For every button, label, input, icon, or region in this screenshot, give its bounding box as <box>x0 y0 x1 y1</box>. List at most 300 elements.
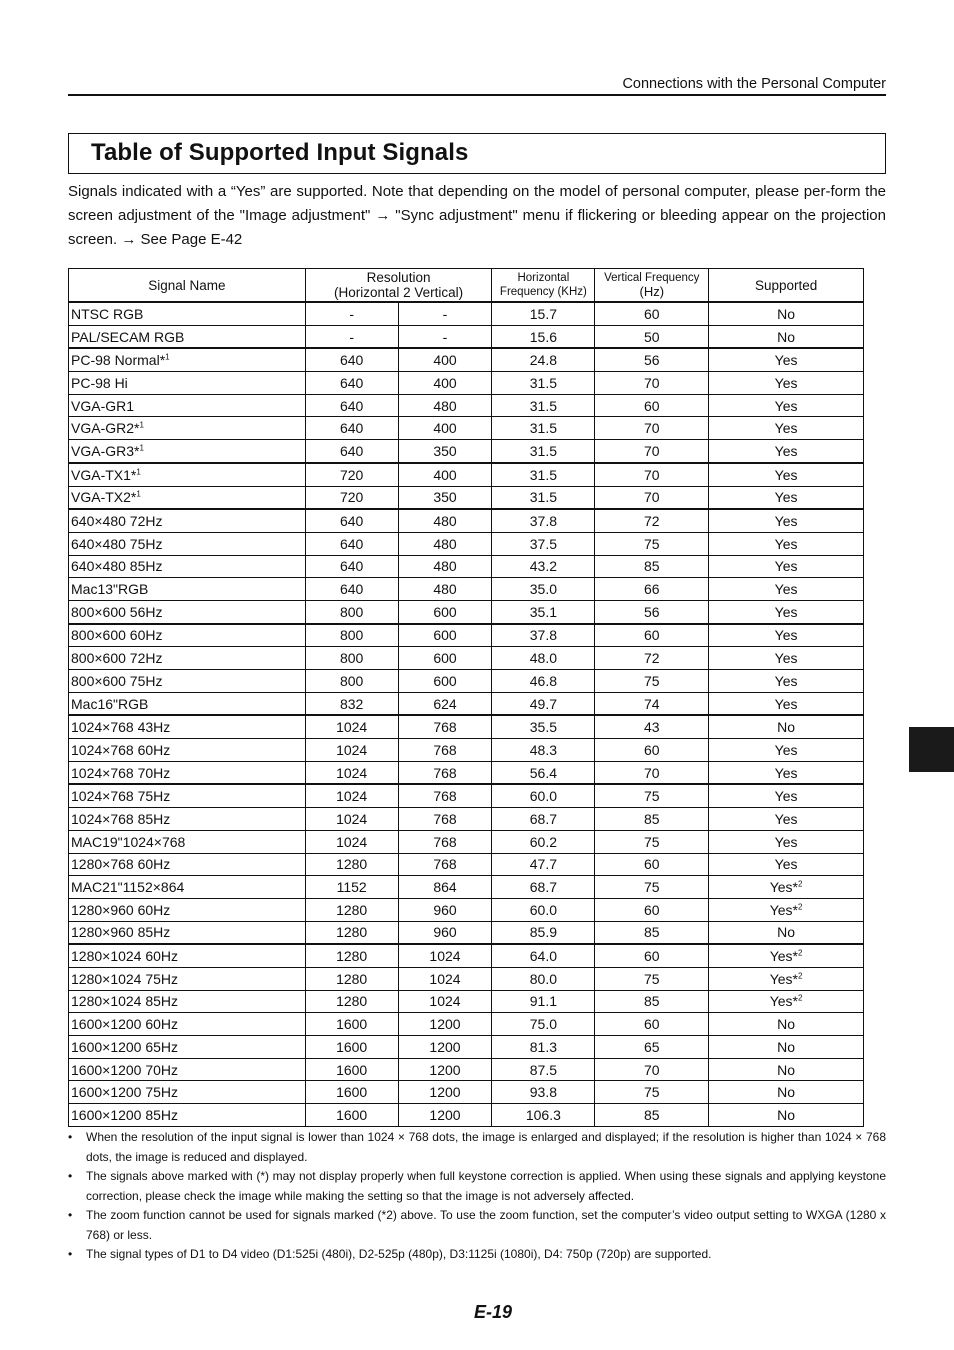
table-row <box>69 555 864 578</box>
signal-name-text: PAL/SECAM RGB <box>71 328 185 345</box>
cell-horizontal-freq: 31.5 <box>492 486 595 509</box>
cell-horizontal-res: 1024 <box>305 784 398 807</box>
table-row <box>69 670 864 693</box>
table-row <box>69 784 864 807</box>
section-tab-marker <box>909 727 954 772</box>
signal-name-text: 1024×768 75Hz <box>71 788 171 805</box>
cell-supported <box>709 921 864 944</box>
cell-vertical-res: 480 <box>398 394 492 417</box>
cell-supported <box>709 967 864 990</box>
cell-horizontal-res: 1280 <box>305 898 398 921</box>
table-row <box>69 944 864 967</box>
supported-text: No <box>777 1016 796 1033</box>
cell-vertical-res: 600 <box>398 624 492 647</box>
cell-horizontal-freq: 75.0 <box>492 1013 595 1036</box>
cell-vertical-res: 350 <box>398 486 492 509</box>
cell-horizontal-res: 720 <box>305 463 398 486</box>
cell-vertical-res: 1200 <box>398 1013 492 1036</box>
cell-signal-name <box>69 555 306 578</box>
cell-vertical-res: 624 <box>398 692 492 715</box>
signal-name-text: 800×600 60Hz <box>71 627 163 644</box>
table-row <box>69 692 864 715</box>
cell-vertical-res: - <box>398 325 492 348</box>
cell-vertical-freq: 70 <box>595 440 709 463</box>
cell-supported <box>709 876 864 899</box>
supported-text: Yes <box>774 695 798 712</box>
cell-horizontal-res: 640 <box>305 440 398 463</box>
signal-name-text: 1600×1200 75Hz <box>71 1084 179 1101</box>
table-row <box>69 990 864 1013</box>
cell-horizontal-res: 1600 <box>305 1013 398 1036</box>
signal-name-text: 1280×1024 75Hz <box>71 970 179 987</box>
footnote-mark: 2 <box>798 902 803 912</box>
cell-signal-name <box>69 990 306 1013</box>
cell-signal-name <box>69 372 306 395</box>
cell-supported <box>709 944 864 967</box>
cell-horizontal-freq: 46.8 <box>492 670 595 693</box>
supported-text: No <box>777 924 796 941</box>
cell-signal-name <box>69 1104 306 1127</box>
cell-horizontal-freq: 60.0 <box>492 784 595 807</box>
signal-name-text: Mac13"RGB <box>71 581 149 598</box>
signal-name-text: NTSC RGB <box>71 305 144 322</box>
cell-signal-name <box>69 692 306 715</box>
cell-horizontal-freq: 106.3 <box>492 1104 595 1127</box>
cell-vertical-res: 350 <box>398 440 492 463</box>
supported-text: Yes* <box>769 993 799 1010</box>
cell-vertical-res: 1024 <box>398 967 492 990</box>
cell-horizontal-res: - <box>305 302 398 325</box>
note-item: • The signals above marked with (*) may not display properly when full keystone correction is applied. When using these signals and applying keystone correction, please check the image while making the setting so that the image is not adversely affected. <box>68 1167 886 1206</box>
cell-vertical-freq: 70 <box>595 761 709 784</box>
cell-horizontal-freq: 37.8 <box>492 509 595 532</box>
col-hfreq-line1: Horizontal <box>517 272 570 284</box>
cell-horizontal-res: 1152 <box>305 876 398 899</box>
cell-vertical-freq: 60 <box>595 1013 709 1036</box>
table-row <box>69 372 864 395</box>
footnote-mark: 2 <box>798 879 803 889</box>
signal-name-text: 1600×1200 60Hz <box>71 1016 179 1033</box>
cell-supported <box>709 417 864 440</box>
cell-horizontal-freq: 93.8 <box>492 1081 595 1104</box>
cell-horizontal-freq: 37.5 <box>492 532 595 555</box>
signal-name-text: 800×600 75Hz <box>71 672 163 689</box>
cell-horizontal-freq: 81.3 <box>492 1036 595 1059</box>
signal-name-text: 1024×768 85Hz <box>71 810 171 827</box>
signal-name-text: PC-98 Hi <box>71 374 128 391</box>
cell-supported <box>709 1081 864 1104</box>
cell-supported <box>709 394 864 417</box>
note-item: • The zoom function cannot be used for signals marked (*2) above. To use the zoom function, set the computer’s video output setting to WXGA (1280 x 768) or less. <box>68 1206 886 1245</box>
cell-signal-name <box>69 348 306 371</box>
cell-vertical-res: 1200 <box>398 1081 492 1104</box>
cell-supported <box>709 830 864 853</box>
supported-text: Yes <box>774 764 798 781</box>
col-resolution <box>305 269 492 303</box>
notes-list <box>68 1128 886 1265</box>
cell-signal-name <box>69 578 306 601</box>
table-row <box>69 509 864 532</box>
cell-horizontal-res: 640 <box>305 532 398 555</box>
supported-text: No <box>777 1038 796 1055</box>
cell-vertical-res: 768 <box>398 808 492 831</box>
supported-text: Yes <box>774 374 798 391</box>
signal-name-text: 1280×1024 85Hz <box>71 993 179 1010</box>
supported-text: Yes <box>774 627 798 644</box>
col-resolution-line2: (Horizontal 2 Vertical) <box>334 285 464 300</box>
col-signal-name: Signal Name <box>69 269 306 303</box>
supported-text: Yes* <box>769 879 799 896</box>
signal-name-text: 1600×1200 85Hz <box>71 1106 179 1123</box>
cell-horizontal-res: 1600 <box>305 1058 398 1081</box>
signal-name-text: 1600×1200 65Hz <box>71 1038 179 1055</box>
table-row <box>69 600 864 623</box>
cell-vertical-res: 400 <box>398 463 492 486</box>
signal-name-text: 1024×768 70Hz <box>71 764 171 781</box>
signal-name-text: 1600×1200 70Hz <box>71 1061 179 1078</box>
cell-supported <box>709 1036 864 1059</box>
col-supported: Supported <box>709 269 864 303</box>
table-row <box>69 463 864 486</box>
supported-text: Yes <box>774 833 798 850</box>
cell-horizontal-freq: 31.5 <box>492 417 595 440</box>
cell-vertical-freq: 85 <box>595 808 709 831</box>
table-row <box>69 1081 864 1104</box>
table-row <box>69 647 864 670</box>
footnote-mark: 2 <box>798 948 803 958</box>
signal-name-text: VGA-GR2* <box>71 420 140 437</box>
cell-vertical-freq: 75 <box>595 532 709 555</box>
cell-horizontal-res: 1280 <box>305 853 398 876</box>
title-box <box>68 133 886 174</box>
cell-vertical-freq: 65 <box>595 1036 709 1059</box>
cell-vertical-freq: 70 <box>595 463 709 486</box>
cell-supported <box>709 898 864 921</box>
table-row <box>69 921 864 944</box>
signal-name-text: 640×480 72Hz <box>71 513 163 530</box>
cell-vertical-res: 1024 <box>398 990 492 1013</box>
cell-signal-name <box>69 1013 306 1036</box>
cell-vertical-freq: 60 <box>595 302 709 325</box>
cell-signal-name <box>69 808 306 831</box>
supported-text: Yes* <box>769 970 799 987</box>
cell-horizontal-res: 1024 <box>305 739 398 762</box>
cell-vertical-freq: 72 <box>595 509 709 532</box>
cell-vertical-freq: 60 <box>595 898 709 921</box>
cell-vertical-res: 768 <box>398 784 492 807</box>
cell-vertical-res: 480 <box>398 555 492 578</box>
footnote-mark: 1 <box>139 420 144 430</box>
supported-text: Yes <box>774 672 798 689</box>
cell-supported <box>709 761 864 784</box>
supported-text: Yes <box>774 420 798 437</box>
cell-supported <box>709 853 864 876</box>
cell-horizontal-freq: 68.7 <box>492 808 595 831</box>
cell-vertical-freq: 74 <box>595 692 709 715</box>
cell-vertical-res: 480 <box>398 578 492 601</box>
cell-vertical-freq: 70 <box>595 372 709 395</box>
cell-signal-name <box>69 463 306 486</box>
cell-horizontal-res: 640 <box>305 394 398 417</box>
table-row <box>69 808 864 831</box>
cell-horizontal-freq: 87.5 <box>492 1058 595 1081</box>
table-row <box>69 1013 864 1036</box>
cell-horizontal-freq: 60.0 <box>492 898 595 921</box>
cell-supported <box>709 1104 864 1127</box>
table-row <box>69 967 864 990</box>
supported-text: Yes <box>774 603 798 620</box>
cell-supported <box>709 486 864 509</box>
cell-vertical-res: 768 <box>398 715 492 738</box>
cell-vertical-freq: 50 <box>595 325 709 348</box>
cell-horizontal-res: 1024 <box>305 761 398 784</box>
supported-text: Yes <box>774 788 798 805</box>
signal-name-text: 1024×768 60Hz <box>71 741 171 758</box>
intro-paragraph: Signals indicated with a “Yes” are supported. Note that depending on the model of personal computer, please per-form the screen adjustment of the "Image adjustment" → "Sync adjustment" menu if flickering or bleeding appear on the projection screen. → See Page E-42 <box>68 183 886 248</box>
table-row <box>69 578 864 601</box>
signal-name-text: 800×600 56Hz <box>71 603 163 620</box>
section-header: Connections with the Personal Computer <box>622 76 886 92</box>
cell-horizontal-res: 1280 <box>305 990 398 1013</box>
cell-vertical-freq: 75 <box>595 967 709 990</box>
cell-horizontal-freq: 80.0 <box>492 967 595 990</box>
cell-vertical-res: 864 <box>398 876 492 899</box>
cell-vertical-res: 480 <box>398 532 492 555</box>
supported-text: No <box>777 719 796 736</box>
cell-vertical-res: 400 <box>398 417 492 440</box>
cell-signal-name <box>69 761 306 784</box>
cell-vertical-freq: 56 <box>595 600 709 623</box>
cell-signal-name <box>69 967 306 990</box>
cell-signal-name <box>69 876 306 899</box>
footnote-mark: 1 <box>165 352 170 362</box>
cell-horizontal-res: 800 <box>305 670 398 693</box>
cell-horizontal-freq: 35.5 <box>492 715 595 738</box>
cell-horizontal-freq: 35.1 <box>492 600 595 623</box>
cell-signal-name <box>69 784 306 807</box>
cell-supported <box>709 532 864 555</box>
supported-text: Yes <box>774 489 798 506</box>
cell-horizontal-freq: 48.0 <box>492 647 595 670</box>
cell-supported <box>709 990 864 1013</box>
table-row <box>69 532 864 555</box>
cell-vertical-res: 480 <box>398 509 492 532</box>
supported-text: No <box>777 1084 796 1101</box>
supported-text: Yes <box>774 397 798 414</box>
signal-name-text: VGA-TX1* <box>71 466 137 483</box>
signal-name-text: PC-98 Normal* <box>71 352 166 369</box>
cell-supported <box>709 325 864 348</box>
cell-horizontal-freq: 15.7 <box>492 302 595 325</box>
supported-text: Yes* <box>769 901 799 918</box>
cell-vertical-freq: 85 <box>595 990 709 1013</box>
cell-vertical-res: 1200 <box>398 1058 492 1081</box>
signal-name-text: MAC21"1152×864 <box>71 879 185 896</box>
cell-horizontal-res: 640 <box>305 578 398 601</box>
cell-supported <box>709 463 864 486</box>
cell-vertical-freq: 85 <box>595 921 709 944</box>
cell-horizontal-res: 720 <box>305 486 398 509</box>
table-row <box>69 1104 864 1127</box>
col-hfreq-line2: Frequency (KHz) <box>499 286 587 298</box>
cell-supported <box>709 692 864 715</box>
cell-horizontal-freq: 43.2 <box>492 555 595 578</box>
cell-vertical-freq: 60 <box>595 739 709 762</box>
cell-horizontal-res: 640 <box>305 509 398 532</box>
cell-vertical-res: 768 <box>398 739 492 762</box>
cell-vertical-freq: 75 <box>595 876 709 899</box>
cell-horizontal-res: 800 <box>305 647 398 670</box>
supported-text: Yes <box>774 741 798 758</box>
col-vertical-frequency <box>595 269 709 303</box>
table-row <box>69 486 864 509</box>
supported-text: Yes <box>774 513 798 530</box>
cell-vertical-res: 768 <box>398 761 492 784</box>
supported-text: Yes <box>774 466 798 483</box>
cell-vertical-freq: 85 <box>595 1104 709 1127</box>
supported-text: No <box>777 1106 796 1123</box>
cell-signal-name <box>69 394 306 417</box>
table-row <box>69 325 864 348</box>
page-title: Table of Supported Input Signals <box>91 139 469 166</box>
cell-signal-name <box>69 921 306 944</box>
cell-supported <box>709 440 864 463</box>
signal-name-text: VGA-TX2* <box>71 489 137 506</box>
cell-horizontal-freq: 60.2 <box>492 830 595 853</box>
table-row <box>69 761 864 784</box>
cell-horizontal-res: 1024 <box>305 808 398 831</box>
cell-horizontal-res: 1280 <box>305 967 398 990</box>
cell-horizontal-freq: 64.0 <box>492 944 595 967</box>
cell-signal-name <box>69 417 306 440</box>
cell-signal-name <box>69 302 306 325</box>
cell-signal-name <box>69 509 306 532</box>
cell-supported <box>709 670 864 693</box>
cell-signal-name <box>69 898 306 921</box>
cell-vertical-res: 400 <box>398 348 492 371</box>
table-row <box>69 1058 864 1081</box>
signal-name-text: 1280×960 85Hz <box>71 924 171 941</box>
cell-vertical-res: 768 <box>398 830 492 853</box>
cell-signal-name <box>69 624 306 647</box>
supported-text: Yes <box>774 535 798 552</box>
supported-text: Yes <box>774 810 798 827</box>
cell-horizontal-res: 640 <box>305 417 398 440</box>
cell-vertical-freq: 85 <box>595 555 709 578</box>
cell-vertical-freq: 75 <box>595 1081 709 1104</box>
cell-supported <box>709 372 864 395</box>
cell-signal-name <box>69 647 306 670</box>
cell-vertical-res: - <box>398 302 492 325</box>
cell-horizontal-freq: 91.1 <box>492 990 595 1013</box>
supported-text: Yes <box>774 442 798 459</box>
cell-vertical-freq: 60 <box>595 853 709 876</box>
page-number: E-19 <box>474 1302 513 1322</box>
cell-horizontal-res: - <box>305 325 398 348</box>
cell-horizontal-res: 1280 <box>305 921 398 944</box>
table-row <box>69 876 864 899</box>
cell-horizontal-freq: 85.9 <box>492 921 595 944</box>
cell-horizontal-res: 1024 <box>305 715 398 738</box>
cell-supported <box>709 624 864 647</box>
table-row <box>69 348 864 371</box>
cell-vertical-freq: 66 <box>595 578 709 601</box>
note-item: • The signal types of D1 to D4 video (D1:525i (480i), D2-525p (480p), D3:1125i (1080i), D4: 750p (720p) are supported. <box>68 1245 886 1265</box>
cell-horizontal-res: 640 <box>305 555 398 578</box>
cell-horizontal-freq: 48.3 <box>492 739 595 762</box>
cell-vertical-res: 768 <box>398 853 492 876</box>
cell-horizontal-freq: 35.0 <box>492 578 595 601</box>
footnote-mark: 1 <box>139 443 144 453</box>
cell-horizontal-freq: 68.7 <box>492 876 595 899</box>
table-row <box>69 830 864 853</box>
table-row <box>69 417 864 440</box>
table-row <box>69 440 864 463</box>
cell-supported <box>709 1013 864 1036</box>
cell-horizontal-freq: 31.5 <box>492 394 595 417</box>
cell-horizontal-freq: 24.8 <box>492 348 595 371</box>
cell-vertical-freq: 75 <box>595 670 709 693</box>
cell-horizontal-res: 1600 <box>305 1104 398 1127</box>
footnote-mark: 2 <box>798 971 803 981</box>
cell-horizontal-freq: 31.5 <box>492 463 595 486</box>
cell-supported <box>709 509 864 532</box>
table-row <box>69 853 864 876</box>
cell-horizontal-res: 1600 <box>305 1081 398 1104</box>
supported-text: Yes <box>774 352 798 369</box>
cell-signal-name <box>69 1036 306 1059</box>
header-rule <box>68 94 886 96</box>
cell-signal-name <box>69 486 306 509</box>
cell-horizontal-res: 1280 <box>305 944 398 967</box>
table-row <box>69 394 864 417</box>
table-row <box>69 715 864 738</box>
col-vfreq-line2: (Hz) <box>639 284 665 299</box>
cell-vertical-res: 960 <box>398 921 492 944</box>
supported-text: Yes <box>774 558 798 575</box>
cell-horizontal-res: 800 <box>305 600 398 623</box>
table-body <box>69 302 864 1126</box>
cell-horizontal-freq: 47.7 <box>492 853 595 876</box>
cell-vertical-res: 960 <box>398 898 492 921</box>
signal-name-text: 1280×1024 60Hz <box>71 948 179 965</box>
table-header-row <box>69 269 864 303</box>
cell-horizontal-freq: 49.7 <box>492 692 595 715</box>
supported-text: Yes <box>774 581 798 598</box>
signal-name-text: 640×480 75Hz <box>71 535 163 552</box>
cell-vertical-freq: 75 <box>595 784 709 807</box>
col-horizontal-frequency <box>492 269 595 303</box>
cell-vertical-freq: 70 <box>595 1058 709 1081</box>
cell-horizontal-freq: 31.5 <box>492 440 595 463</box>
cell-horizontal-res: 1600 <box>305 1036 398 1059</box>
signal-name-text: 1280×960 60Hz <box>71 901 171 918</box>
cell-supported <box>709 348 864 371</box>
cell-signal-name <box>69 1058 306 1081</box>
col-resolution-line1: Resolution <box>366 270 431 285</box>
cell-vertical-freq: 60 <box>595 394 709 417</box>
cell-signal-name <box>69 830 306 853</box>
cell-supported <box>709 808 864 831</box>
cell-horizontal-res: 800 <box>305 624 398 647</box>
col-vfreq-line1: Vertical Frequency <box>604 272 700 284</box>
signal-name-text: 1280×768 60Hz <box>71 856 171 873</box>
cell-signal-name <box>69 944 306 967</box>
cell-vertical-res: 400 <box>398 372 492 395</box>
cell-horizontal-freq: 56.4 <box>492 761 595 784</box>
cell-vertical-res: 600 <box>398 600 492 623</box>
cell-supported <box>709 784 864 807</box>
